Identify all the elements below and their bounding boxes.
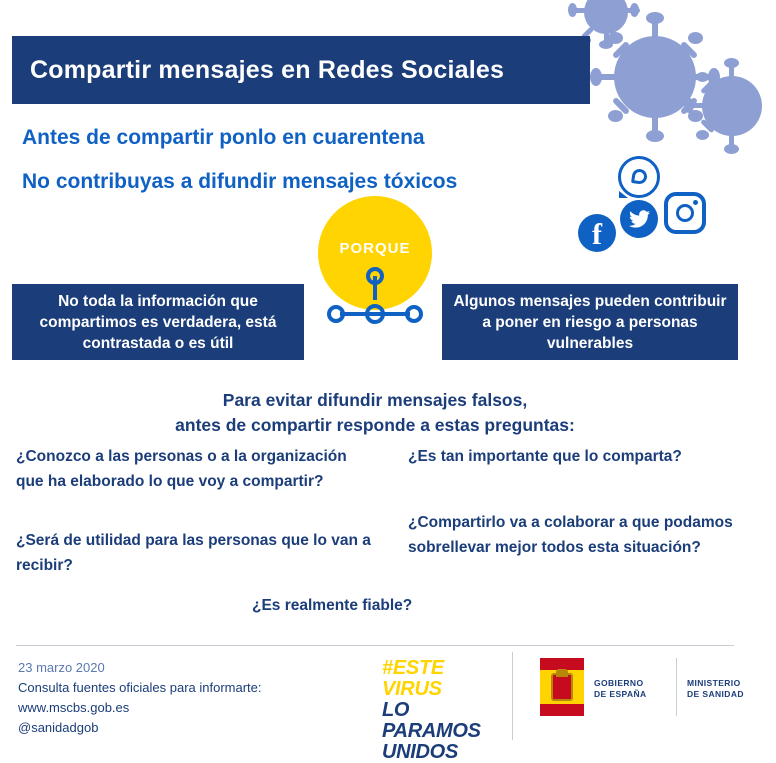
footer-vertical-divider xyxy=(512,652,513,740)
reason-right-text: Algunos mensajes pueden contribuir a poner en riesgo a personas vulnerables xyxy=(453,292,727,352)
question-text: ¿Será de utilidad para las personas que lo van a recibir? xyxy=(16,532,371,574)
question-item xyxy=(16,528,376,578)
campaign-line-5: UNIDOS xyxy=(382,741,458,763)
connector-diagram xyxy=(318,270,432,330)
question-text: ¿Es realmente fiable? xyxy=(252,597,413,614)
government-logo xyxy=(540,658,759,716)
facebook-letter: f xyxy=(592,218,602,251)
questions-heading-line-1: Para evitar difundir mensajes falsos, xyxy=(222,390,528,410)
spain-coat-of-arms-icon xyxy=(540,658,584,716)
question-item xyxy=(16,444,376,494)
ministry-line-1: MINISTERIO xyxy=(687,678,741,688)
questions-heading xyxy=(0,388,750,438)
facebook-icon xyxy=(578,214,616,252)
header-banner xyxy=(12,36,590,104)
campaign-logo xyxy=(382,658,481,763)
page-title: Compartir mensajes en Redes Sociales xyxy=(30,55,505,84)
whatsapp-icon xyxy=(618,156,660,198)
subtitle-line-1: Antes de compartir ponlo en cuarentena xyxy=(22,126,425,149)
campaign-line-2: VIRUS xyxy=(382,678,442,700)
question-text: ¿Compartirlo va a colaborar a que podamos sobrellevar mejor todos esta situación? xyxy=(408,514,733,556)
footer-line-1: Consulta fuentes oficiales para informarte: xyxy=(18,680,262,695)
subtitle-line-2: No contribuyas a difundir mensajes tóxicos xyxy=(22,170,458,193)
questions-heading-line-2: antes de compartir responde a estas preguntas: xyxy=(175,415,575,435)
footer-social-handle[interactable]: @sanidadgob xyxy=(18,720,99,735)
question-text: ¿Conozco a las personas o a la organización que ha elaborado lo que voy a compartir? xyxy=(16,448,347,490)
question-text: ¿Es tan importante que lo comparta? xyxy=(408,448,682,465)
campaign-line-3: LO xyxy=(382,699,410,721)
reason-box-right xyxy=(442,284,738,360)
footer-website-link[interactable]: www.mscbs.gob.es xyxy=(18,700,130,715)
government-line-2: DE ESPAÑA xyxy=(594,689,647,699)
virus-decoration-medium xyxy=(688,62,776,150)
question-item xyxy=(408,510,738,560)
footer-date: 23 marzo 2020 xyxy=(18,660,105,675)
footer-info xyxy=(18,658,262,738)
footer-divider-line xyxy=(16,645,734,646)
instagram-icon xyxy=(664,192,706,234)
government-line-1: GOBIERNO xyxy=(594,678,644,688)
campaign-line-1: #ESTE xyxy=(382,657,444,679)
ministry-name xyxy=(687,658,759,716)
twitter-icon xyxy=(620,200,658,238)
reason-left-text: No toda la información que compartimos es verdadera, está contrastada o es útil xyxy=(39,292,277,352)
government-name xyxy=(594,658,666,716)
question-item xyxy=(408,444,738,469)
question-item xyxy=(252,593,532,618)
logo-separator xyxy=(676,658,677,716)
ministry-line-2: DE SANIDAD xyxy=(687,689,744,699)
porque-label: PORQUE xyxy=(339,239,411,257)
reason-box-left xyxy=(12,284,304,360)
campaign-line-4: PARAMOS xyxy=(382,720,481,742)
